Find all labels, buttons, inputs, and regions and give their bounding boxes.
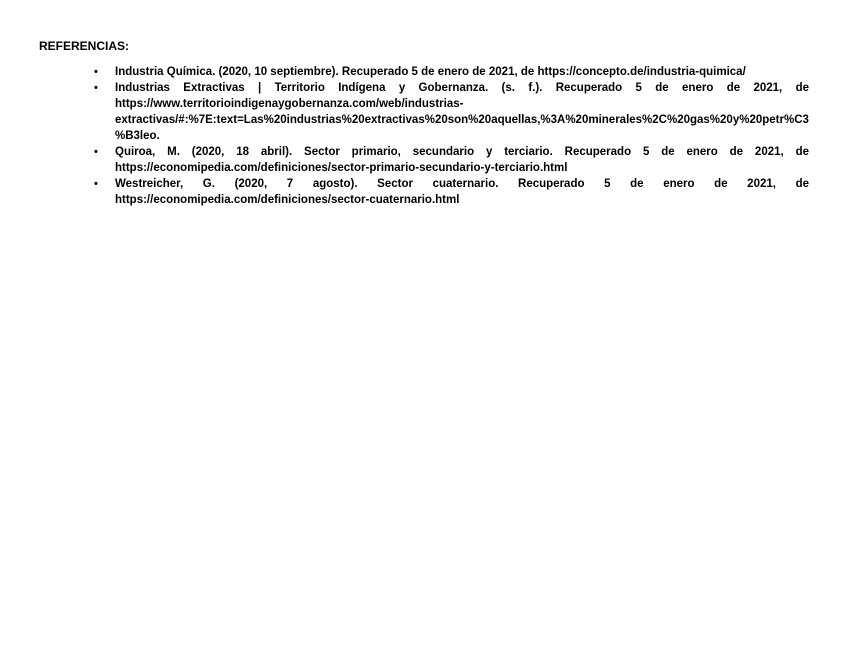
reference-text: Quiroa, M. (2020, 18 abril). Sector primario, secundario y terciario. Recuperado 5 de enero de 2021, de https://economipedia.com/definiciones/sector-primario-secundario-y-terciario.html (115, 146, 809, 174)
reference-item (94, 80, 809, 144)
reference-text: Westreicher, G. (2020, 7 agosto). Sector cuaternario. Recuperado 5 de enero de 2021, de https://economipedia.com/definiciones/sector-cuaternario.html (115, 178, 809, 206)
references-heading: REFERENCIAS: (39, 39, 130, 53)
bullet-icon: • (94, 178, 98, 190)
reference-item (94, 64, 809, 80)
reference-item (94, 176, 809, 208)
reference-text: Industria Química. (2020, 10 septiembre). Recuperado 5 de enero de 2021, de https://concepto.de/industria-quimica/ (115, 66, 746, 78)
bullet-icon: • (94, 66, 98, 78)
bullet-icon: • (94, 146, 98, 158)
reference-text: Industrias Extractivas | Territorio Indígena y Gobernanza. (s. f.). Recuperado 5 de enero de 2021, de https://www.territorioindigenaygobernanza.com/web/industrias-extractivas/#:%7E:text=Las%20industrias%20extractivas%20son%20aquellas,%3A%20minerales%2C%20gas%20y%20petr%C3%B3leo. (115, 82, 809, 142)
bullet-icon: • (94, 82, 98, 94)
reference-item (94, 144, 809, 176)
references-list (94, 64, 809, 208)
